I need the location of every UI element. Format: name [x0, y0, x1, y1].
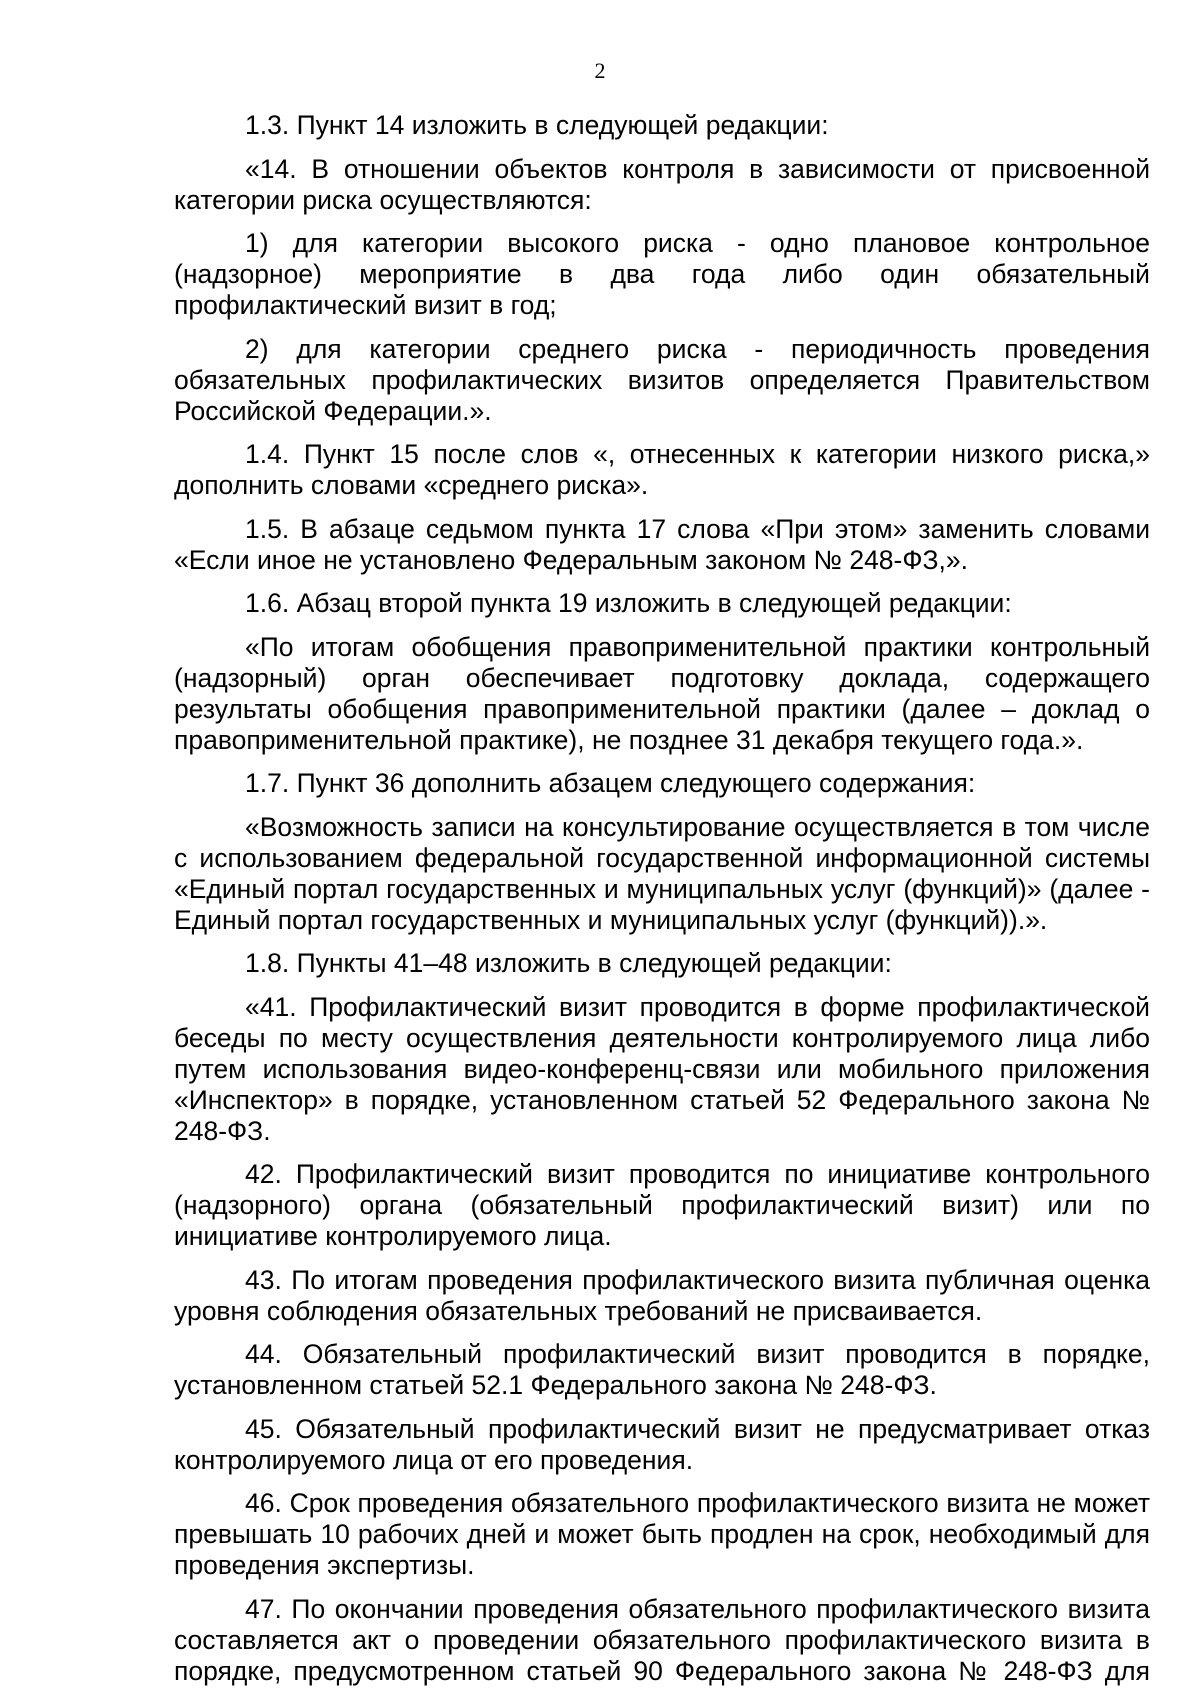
paragraph-47: 47. По окончании проведения обязательного профилактического визита составляется акт о проведении обязательного профилактического визита в порядке, предусмотренном статьей 90 Федерального закона № 248-ФЗ для [174, 1593, 1150, 1686]
paragraph-36-text: «Возможность записи на консультирование осуществляется в том числе с использованием федеральной государственной информационной системы «Единый портал государственных и муниципальных услуг (функций)» (далее - Единый портал государственных и муниципальных услуг (функций)).». [174, 811, 1150, 935]
paragraph-43: 43. По итогам проведения профилактического визита публичная оценка уровня соблюдения обязательных требований не присваивается. [174, 1264, 1150, 1326]
paragraph-14-item-2: 2) для категории среднего риска - периодичность проведения обязательных профилактических визитов определяется Правительством Российской Федерации.». [174, 333, 1150, 426]
paragraph-19-text: «По итогам обобщения правоприменительной практики контрольный (надзорный) орган обеспечивает подготовку доклада, содержащего результаты обобщения правоприменительной практики (далее – доклад о правоприменительной практике), не позднее 31 декабря текущего года.». [174, 631, 1150, 755]
paragraph-44: 44. Обязательный профилактический визит проводится в порядке, установленном статьей 52.1 Федерального закона № 248-ФЗ. [174, 1339, 1150, 1400]
paragraph-14-item-1: 1) для категории высокого риска - одно плановое контрольное (надзорное) мероприятие в два года либо один обязательный профилактический визит в год; [174, 228, 1150, 320]
paragraph-1-3: 1.3. Пункт 14 изложить в следующей редакции: [245, 110, 829, 140]
paragraph-42: 42. Профилактический визит проводится по инициативе контрольного (надзорного) органа (обязательный профилактический визит) или по инициативе контролируемого лица. [174, 1159, 1150, 1251]
paragraph-1-5: 1.5. В абзаце седьмом пункта 17 слова «При этом» заменить словами «Если иное не установлено Федеральным законом № 248-ФЗ,». [174, 513, 1150, 575]
document-body [174, 110, 1150, 1699]
page-number: 2 [594, 58, 606, 83]
paragraph-1-8: 1.8. Пункты 41–48 изложить в следующей редакции: [245, 948, 892, 978]
paragraph-41: «41. Профилактический визит проводится в форме профилактической беседы по месту осуществления деятельности контролируемого лица либо путем использования видео-конференц-связи или мобильного приложения «Инспектор» в порядке, установленном статьей 52 Федерального закона № 248-ФЗ. [174, 991, 1150, 1146]
paragraph-45: 45. Обязательный профилактический визит не предусматривает отказ контролируемого лица от его проведения. [174, 1413, 1150, 1475]
paragraph-1-6: 1.6. Абзац второй пункта 19 изложить в следующей редакции: [245, 588, 1012, 618]
paragraph-46: 46. Срок проведения обязательного профилактического визита не может превышать 10 рабочих дней и может быть продлен на срок, необходимый для проведения экспертизы. [174, 1488, 1150, 1580]
paragraph-14: «14. В отношении объектов контроля в зависимости от присвоенной категории риска осуществляются: [174, 153, 1150, 215]
paragraph-1-4: 1.4. Пункт 15 после слов «, отнесенных к категории низкого риска,» дополнить словами «среднего риска». [174, 439, 1150, 500]
paragraph-1-7: 1.7. Пункт 36 дополнить абзацем следующего содержания: [245, 768, 976, 798]
